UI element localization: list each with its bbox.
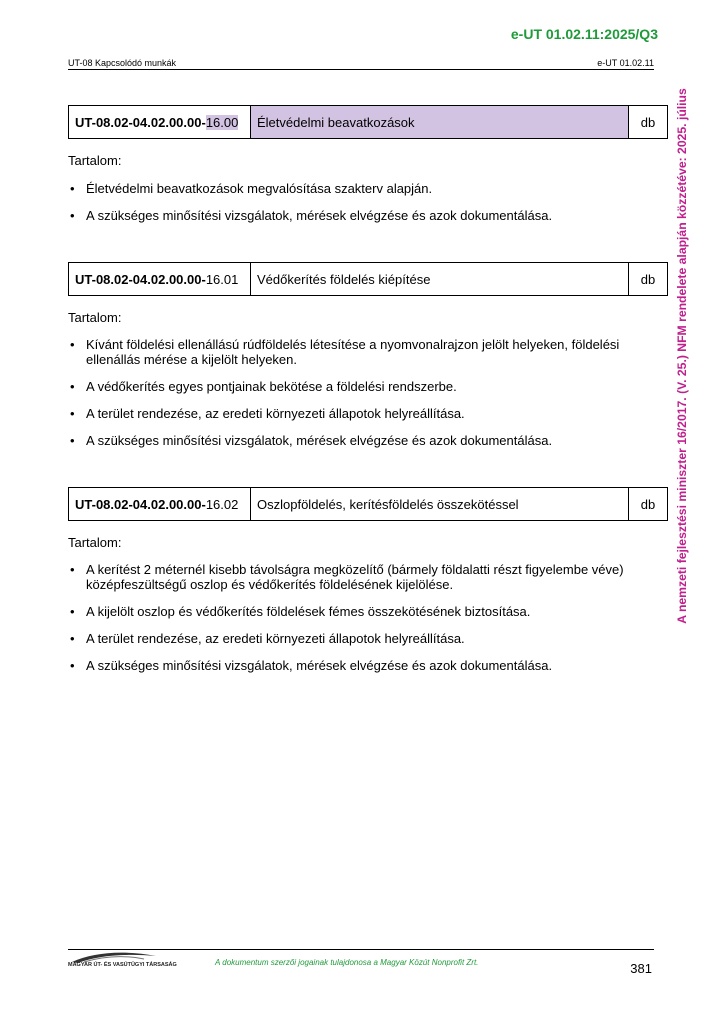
list-item: • A terület rendezése, az eredeti környezeti állapotok helyreállítása. <box>68 406 648 421</box>
list-item: • Életvédelmi beavatkozások megvalósítása szakterv alapján. <box>68 181 648 196</box>
content-label: Tartalom: <box>68 310 122 325</box>
item-code-prefix: UT-08.02-04.02.00.00- <box>75 271 206 287</box>
item-code-cell <box>69 106 251 138</box>
list-item: • A szükséges minősítési vizsgálatok, mérések elvégzése és azok dokumentálása. <box>68 208 648 223</box>
item-code-suffix: 16.02 <box>205 496 239 512</box>
item-unit-cell: db <box>640 271 656 287</box>
document-code: e-UT 01.02.11:2025/Q3 <box>510 26 658 42</box>
header-doc-ref: e-UT 01.02.11 <box>597 58 654 68</box>
item-unit-cell: db <box>640 496 656 512</box>
item-unit-cell: db <box>640 114 656 130</box>
item-code-cell <box>69 488 251 520</box>
list-item: • A kerítést 2 méternél kisebb távolságra megközelítő (bármely földalatti részt figyelembe véve) középfeszültségű oszlop és védőkerítés földelésének kijelölése. <box>68 562 648 592</box>
list-item: • A szükséges minősítési vizsgálatok, mérések elvégzése és azok dokumentálása. <box>68 658 648 673</box>
item-name-cell: Életvédelmi beavatkozások <box>251 106 629 138</box>
side-publication-note: A nemzeti fejlesztési miniszter 16/2017. (V. 25.) NFM rendelete alapján közzétéve: 2025. július <box>675 88 689 624</box>
content-label: Tartalom: <box>68 153 122 168</box>
item-name-cell: Védőkerítés földelés kiépítése <box>251 263 629 295</box>
list-item: • A terület rendezése, az eredeti környezeti állapotok helyreállítása. <box>68 631 648 646</box>
item-table-16-00 <box>68 105 668 139</box>
item-code-suffix: 16.00 <box>205 114 239 130</box>
header-rule <box>68 69 654 70</box>
item-code-suffix: 16.01 <box>205 271 239 287</box>
publisher-logo <box>64 950 177 974</box>
page-number: 381 <box>630 961 652 976</box>
item-code-prefix: UT-08.02-04.02.00.00- <box>75 114 206 130</box>
item-name-cell: Oszlopföldelés, kerítésföldelés összekötéssel <box>251 488 629 520</box>
copyright-note: A dokumentum szerzői jogainak tulajdonosa a Magyar Közút Nonprofit Zrt. <box>215 958 479 967</box>
list-item: • Kívánt földelési ellenállású rúdföldelés létesítése a nyomvonalrajzon jelölt helyeken, földelési ellenállás mérése a kijelölt helyeken. <box>68 337 648 367</box>
list-item: • A szükséges minősítési vizsgálatok, mérések elvégzése és azok dokumentálása. <box>68 433 648 448</box>
content-list <box>68 181 648 235</box>
content-label: Tartalom: <box>68 535 122 550</box>
item-table-16-02 <box>68 487 668 521</box>
logo-text: MAGYAR ÚT- ÉS VASÚTÜGYI TÁRSASÁG <box>68 962 177 968</box>
item-code-prefix: UT-08.02-04.02.00.00- <box>75 496 206 512</box>
content-list <box>68 337 648 460</box>
list-item: • A védőkerítés egyes pontjainak bekötése a földelési rendszerbe. <box>68 379 648 394</box>
list-item: • A kijelölt oszlop és védőkerítés földelések fémes összekötésének biztosítása. <box>68 604 648 619</box>
item-code-cell <box>69 263 251 295</box>
item-table-16-01 <box>68 262 668 296</box>
content-list <box>68 562 648 685</box>
header-section-title: UT-08 Kapcsolódó munkák <box>68 58 177 68</box>
